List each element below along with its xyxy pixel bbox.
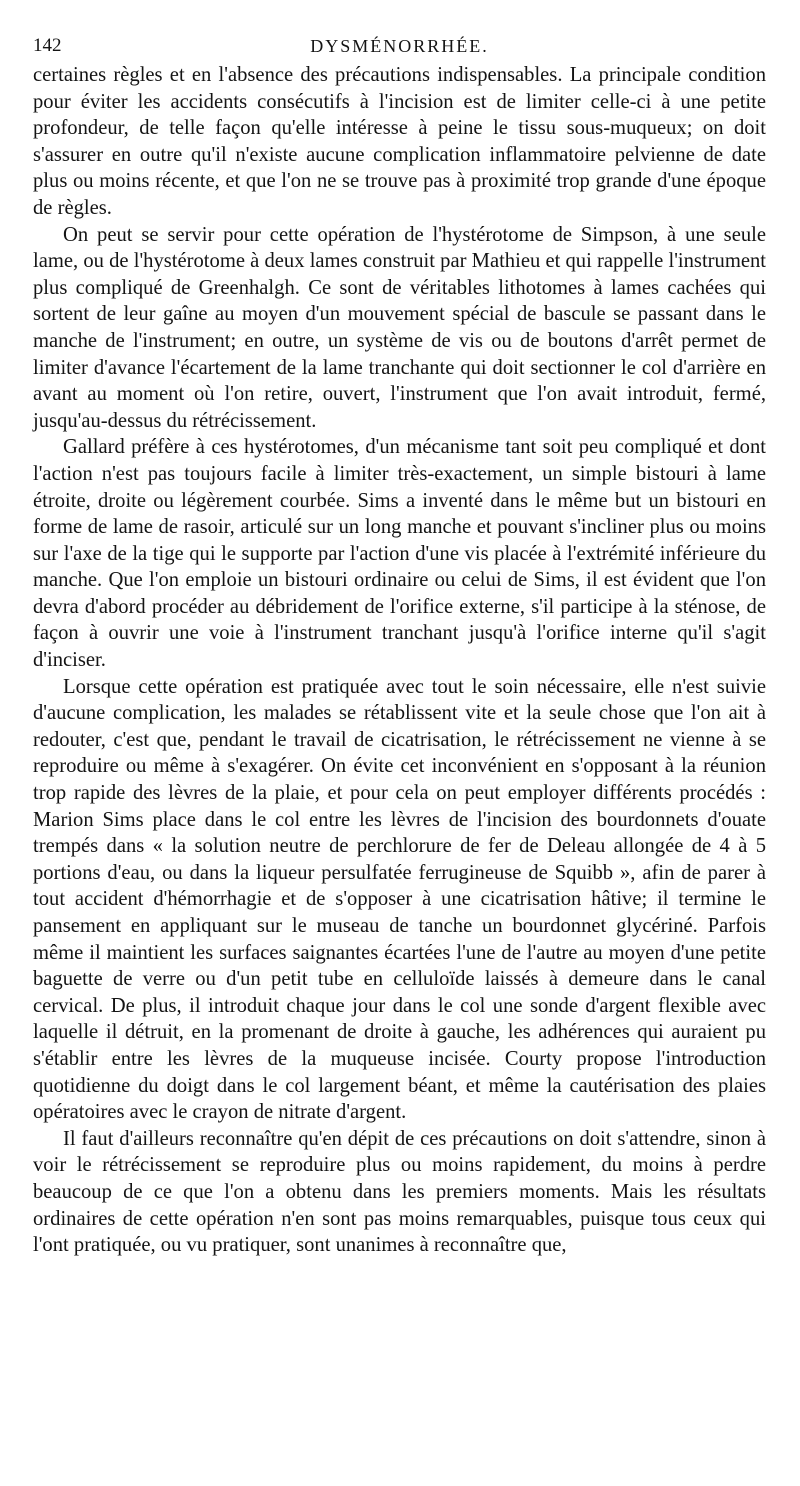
paragraph-complications: Lorsque cette opération est pratiquée avec tout le soin nécessaire, elle n'est suivie d'aucune complication, les malades se rétablissent vite et la seule chose que l'on ait à redouter, c'est que, pendant le travail de cicatrisation, le rétrécissement ne vienne à se reproduire ou même à s'exagérer. On évite cet inconvénient en s'opposant à la réunion trop rapide des lèvres de la plaie, et pour cela on peut employer différents procédés : Marion Sims place dans le col entre les lèvres de l'incision des bourdonnets d'ouate trempés dans « la solution neutre de perchlorure de fer de Deleau allongée de 4 à 5 portions d'eau, ou dans la liqueur persulfatée ferrugineuse de Squibb », afin de parer à tout accident d'hémorrhagie et de s'opposer à une cicatrisation hâtive; il termine le pansement en appliquant sur le museau de tanche un bourdonnet glycériné. Parfois même il maintient les surfaces saignantes écartées l'une de l'autre au moyen d'une petite baguette de verre ou d'un petit tube en celluloïde laissés à demeure dans le canal cervical. De plus, il introduit chaque jour dans le col une sonde d'argent flexible avec laquelle il détruit, en la promenant de droite à gauche, les adhérences qui auraient pu s'établir entre les lèvres de la muqueuse incisée. Courty propose l'introduction quotidienne du doigt dans le col largement béant, et même la cautérisation des plaies opératoires avec le crayon de nitrate d'argent. [33,675,766,1124]
body-text [33,62,766,1259]
page-number: 142 [33,35,62,56]
paragraph-results: Il faut d'ailleurs reconnaître qu'en dépit de ces précautions on doit s'attendre, sinon à voir le rétrécissement se reproduire plus ou moins rapidement, du moins à perdre beaucoup de ce que l'on a obtenu dans les premiers moments. Mais les résultats ordinaires de cette opération n'en sont pas moins remarquables, puisque tous ceux qui l'ont pratiquée, ou vu pratiquer, sont unanimes à reconnaître que, [33,1127,766,1257]
running-head [33,30,766,62]
paragraph-bistouri: Gallard préfère à ces hystérotomes, d'un mécanisme tant soit peu compliqué et dont l'action n'est pas toujours facile à limiter très-exactement, un simple bistouri à lame étroite, droite ou légèrement courbée. Sims a inventé dans le même but un bistouri en forme de lame de rasoir, articulé sur un long manche et pouvant s'incliner plus ou moins sur l'axe de la tige qui le supporte par l'action d'une vis placée à l'extrémité inférieure du manche. Que l'on emploie un bistouri ordinaire ou celui de Sims, il est évident que l'on devra d'abord procéder au débridement de l'orifice externe, s'il participe à la sténose, de façon à ouvrir une voie à l'instrument tranchant jusqu'à l'orifice interne qu'il s'agit d'inciser. [33,436,766,672]
paragraph-hysterotome: On peut se servir pour cette opération de l'hystérotome de Simpson, à une seule lame, ou de l'hystérotome à deux lames construit par Mathieu et qui rappelle l'instrument plus compliqué de Greenhalgh. Ce sont de véritables lithotomes à lames cachées qui sortent de leur gaîne au moyen d'un mouvement spécial de bascule se passant dans le manche de l'instrument; en outre, un système de vis ou de boutons d'arrêt permet de limiter d'avance l'écartement de la lame tranchante qui doit sectionner le col d'arrière en avant au moment où l'on retire, ouvert, l'instrument que l'on avait introduit, fermé, jusqu'au-dessus du rétrécissement. [33,223,766,432]
paragraph-continuation: certaines règles et en l'absence des précautions indispensables. La principale condition pour éviter les accidents consécutifs à l'incision est de limiter celle-ci à une petite profondeur, de telle façon qu'elle intéresse à peine le tissu sous-muqueux; on doit s'assurer en outre qu'il n'existe aucune complication inflammatoire pelvienne de date plus ou moins récente, et que l'on ne se trouve pas à proximité trop grande d'une époque de règles. [33,64,766,219]
running-title: DYSMÉNORRHÉE. [310,36,489,56]
